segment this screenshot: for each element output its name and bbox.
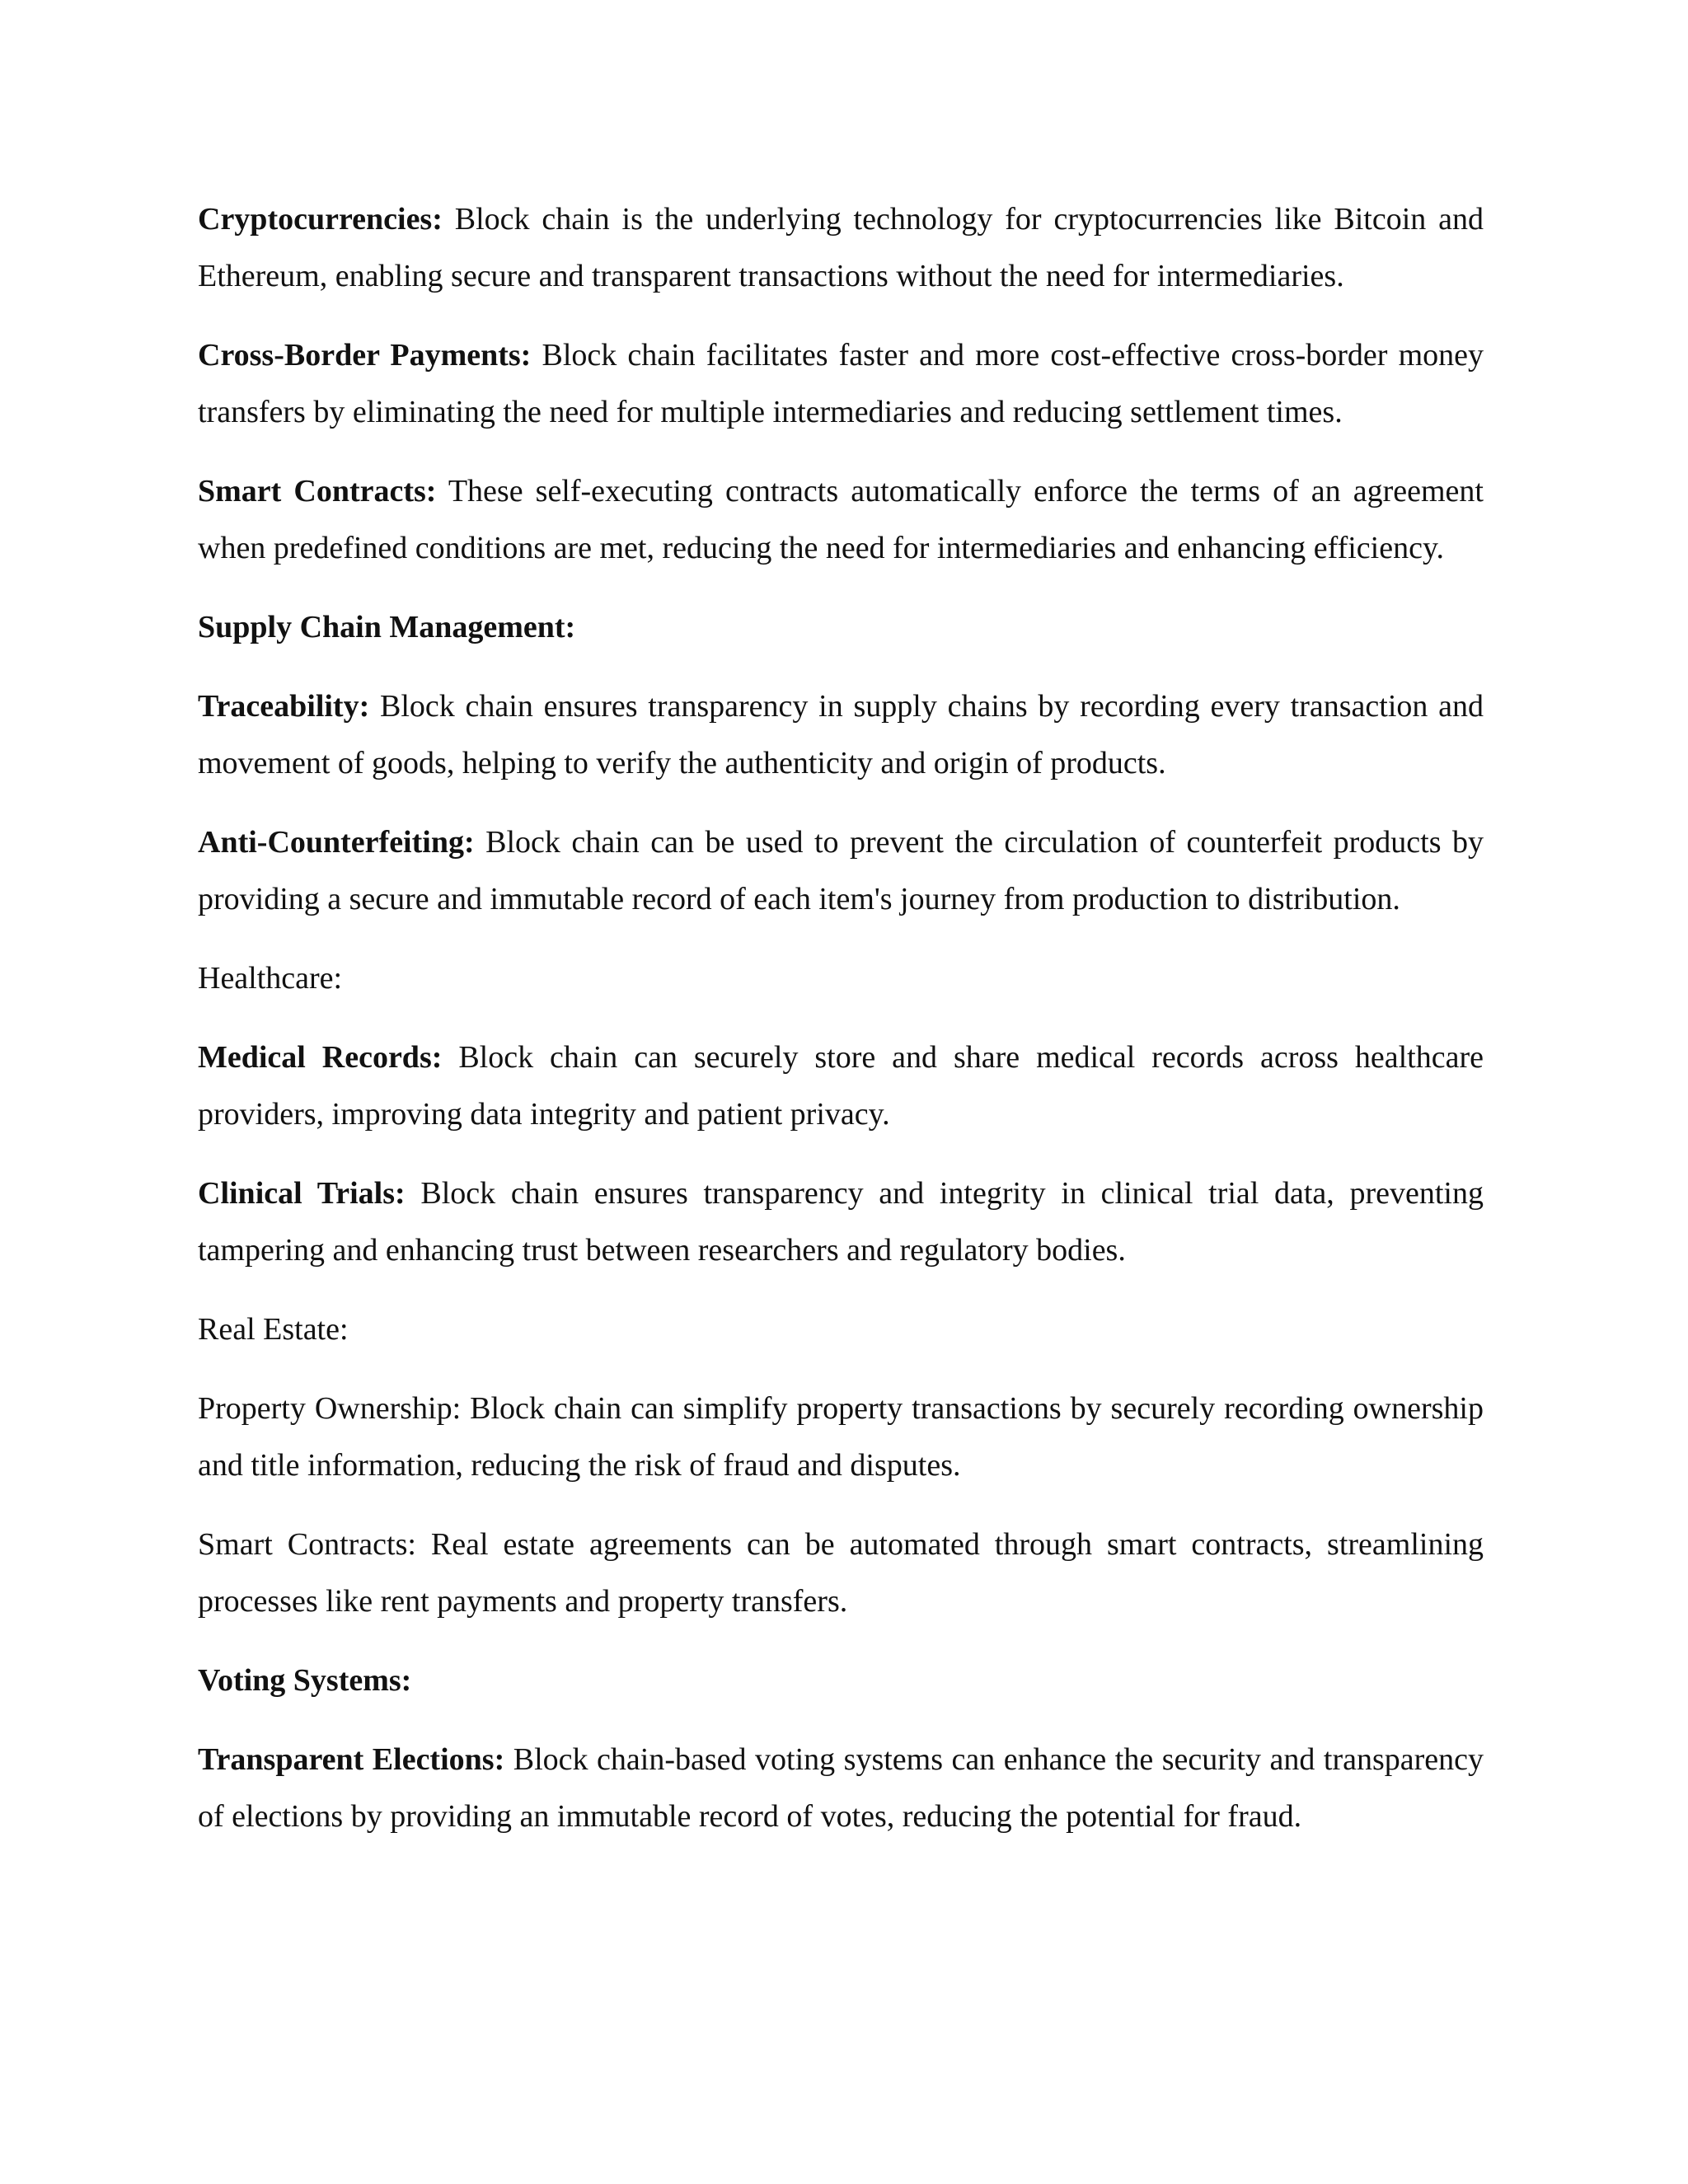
paragraph-cryptocurrencies	[198, 191, 1484, 305]
paragraph-heading: Transparent Elections:	[198, 1742, 505, 1777]
paragraph-heading: Cryptocurrencies:	[198, 202, 443, 237]
paragraph-smart-contracts	[198, 463, 1484, 577]
section-heading: Real Estate:	[198, 1312, 349, 1347]
paragraph-heading: Smart Contracts:	[198, 474, 437, 509]
section-heading-real-estate	[198, 1301, 1484, 1358]
paragraph-transparent-elections	[198, 1732, 1484, 1845]
section-heading: Supply Chain Management:	[198, 610, 576, 644]
paragraph-text: Block chain-based voting systems can enhance the security and transparency of elections by providing an immutable record of votes, reducing the potential for fraud.	[198, 1742, 1484, 1834]
paragraph-heading: Cross-Border Payments:	[198, 338, 532, 373]
paragraph-text: These self-executing contracts automatically enforce the terms of an agreement when predefined conditions are met, reducing the need for intermediaries and enhancing efficiency.	[198, 474, 1484, 565]
section-heading: Voting Systems:	[198, 1663, 412, 1698]
paragraph-text: Property Ownership: Block chain can simplify property transactions by securely recording ownership and title information, reducing the risk of fraud and disputes.	[198, 1391, 1484, 1483]
section-heading-supply-chain	[198, 599, 1484, 656]
section-heading-voting-systems	[198, 1652, 1484, 1709]
paragraph-cross-border-payments	[198, 327, 1484, 441]
paragraph-medical-records	[198, 1029, 1484, 1143]
paragraph-heading: Clinical Trials:	[198, 1176, 406, 1211]
paragraph-text: Block chain facilitates faster and more cost-effective cross-border money transfers by eliminating the need for multiple intermediaries and reducing settlement times.	[198, 338, 1484, 429]
paragraph-anti-counterfeiting	[198, 814, 1484, 928]
section-heading-healthcare	[198, 950, 1484, 1007]
paragraph-clinical-trials	[198, 1165, 1484, 1279]
document-page	[198, 191, 1484, 1868]
paragraph-text: Block chain can securely store and share medical records across healthcare providers, improving data integrity and patient privacy.	[198, 1040, 1484, 1132]
paragraph-text: Block chain ensures transparency in supply chains by recording every transaction and movement of goods, helping to verify the authenticity and origin of products.	[198, 689, 1484, 780]
paragraph-real-estate-smart-contracts	[198, 1516, 1484, 1630]
paragraph-heading: Medical Records:	[198, 1040, 443, 1075]
paragraph-text: Block chain is the underlying technology for cryptocurrencies like Bitcoin and Ethereum, enabling secure and transparent transactions without the need for intermediaries.	[198, 202, 1484, 293]
paragraph-traceability	[198, 678, 1484, 792]
paragraph-heading: Anti-Counterfeiting:	[198, 825, 475, 860]
section-heading: Healthcare:	[198, 961, 343, 996]
paragraph-text: Block chain ensures transparency and integrity in clinical trial data, preventing tampering and enhancing trust between researchers and regulatory bodies.	[198, 1176, 1484, 1268]
paragraph-text: Block chain can be used to prevent the circulation of counterfeit products by providing a secure and immutable record of each item's journey from production to distribution.	[198, 825, 1484, 916]
paragraph-heading: Traceability:	[198, 689, 370, 724]
paragraph-property-ownership	[198, 1380, 1484, 1494]
paragraph-text: Smart Contracts: Real estate agreements can be automated through smart contracts, streamlining processes like rent payments and property transfers.	[198, 1527, 1484, 1619]
